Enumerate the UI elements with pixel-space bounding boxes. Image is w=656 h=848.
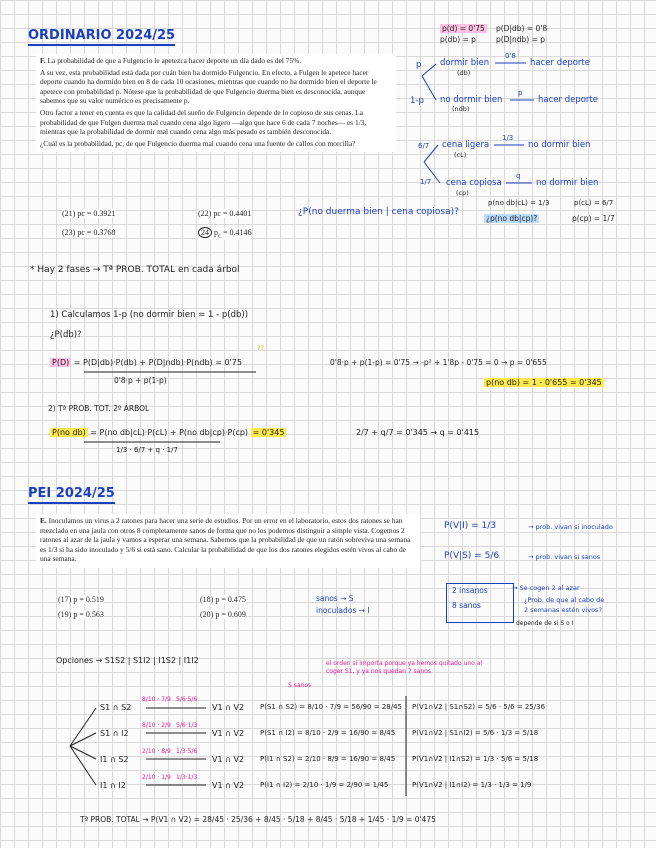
- row3-branch: 2/10 · 8/9: [142, 748, 171, 755]
- eq2-left: P(no db): [52, 428, 86, 437]
- pv-inoculado: P(V|I) = 1/3: [444, 521, 497, 531]
- tree1-b2-label: no dormir bien: [440, 95, 503, 105]
- pv-sano: P(V|S) = 5/6: [444, 551, 500, 561]
- pink-note: el orden sí importa porque ya hemos quitado uno al coger S1, y ya nos quedan 7 sanos: [326, 660, 483, 675]
- option-24-value: $p_c = 0.4146$: [214, 228, 252, 240]
- row1-cond: P(V1∩V2 | S1∩S2) = 5/6 · 5/6 = 25/36: [412, 703, 546, 711]
- section2-title: PEI 2024/25: [28, 486, 115, 504]
- eq1-left: P(D): [52, 358, 70, 367]
- problem-f-p4: ¿Cuál es la probabilidad, pc, de que Fulgencio duerma mal cuando cena una fuente de callos con morcilla?: [40, 138, 356, 148]
- problem-f-p3: Otro factor a tener en cuenta es que la calidad del sueño de Fulgencio depende de lo copioso de sus cenas. La probabilidad de que Fulgen duerma mal cuando cena algo ligero —algo que hace 6 de cada 7 noches— es 1/3, mientras que la probabilidad de dormir mal cuando cena algo más pesado es también desconocida.: [40, 107, 367, 137]
- row3-cond: P(V1∩V2 | I1∩S2) = 1/3 · 5/6 = 5/18: [412, 755, 539, 763]
- tree1-b1-label: dormir bien: [440, 58, 490, 68]
- row1-branch: 8/10 · 7/9: [142, 696, 171, 703]
- option-21: (21) pc = 0.3921: [62, 209, 116, 218]
- tree1-b1-arrow: 0'8: [505, 52, 516, 60]
- row2-cond: P(V1∩V2 | S1∩I2) = 5/6 · 1/3 = 5/18: [412, 729, 539, 737]
- tree2-c1-arrow: 1/3: [502, 134, 514, 142]
- side-pcp: p(cp) = 1/7: [572, 214, 615, 223]
- row2-branch: 8/10 · 2/9: [142, 722, 171, 729]
- tree2-branch-1: [424, 145, 438, 162]
- tree1-b2-out: hacer deporte: [538, 95, 598, 105]
- tree1-b1-out: hacer deporte: [530, 58, 590, 68]
- tree1-b2-sub: (ndb): [452, 105, 470, 113]
- tree2-c1-prob: 6/7: [418, 142, 430, 150]
- box-note-4: depende de si S o I: [516, 620, 574, 627]
- given-pdndb: p(D|ndb) = p: [496, 35, 546, 44]
- tree2-c2-label: cena copiosa: [446, 178, 502, 188]
- side-pnodbcl: p(no db|cL) = 1/3: [488, 199, 550, 207]
- pink-tag: S sanos: [288, 682, 312, 689]
- tree1-branch-1: [422, 64, 436, 76]
- row1-arrow: 5/6·5/6: [176, 696, 198, 703]
- tree1-branch-2: [422, 76, 436, 100]
- tree1-b1-sub: (db): [457, 69, 471, 77]
- step1-text: 1) Calculamos 1-p (no dormir bien = 1 - p(db)): [50, 310, 249, 320]
- row3-out: V1 ∩ V2: [212, 755, 245, 764]
- problem-f-label: F.: [40, 56, 46, 65]
- row4-arrow: 1/3·1/3: [176, 774, 198, 781]
- row4-out: V1 ∩ V2: [212, 781, 245, 790]
- eq1-right: = 0'75: [215, 358, 242, 367]
- eq1-sub: 0'8·p + p(1-p): [114, 376, 167, 385]
- row2-arrow: 5/6·1/3: [176, 722, 198, 729]
- option-19: (19) p = 0.563: [58, 610, 104, 619]
- given-pd: p(d) = 0'75: [442, 24, 485, 33]
- side-pcl: p(cL) = 6/7: [574, 199, 614, 207]
- problem-e-p1: Inoculamos un virus a 2 ratones para hacer una serie de estudios. Por un error en el laboratorio, estos dos ratones se han mezclado en una jaula con otros 8 completamente sanos de forma que no los podemos distinguir a simple vista. Cogemos 2 ratones al azar de la jaula y vamos a esperar una semana. Sabemos que la probabilidad de que un ratón sobreviva una semana es 1/3 si ha sido inoculado y 5/6 si está sano. Calcular la probabilidad de que los dos ratones elegidos estén vivos al cabo de una semana.: [40, 516, 411, 564]
- blue-question: ¿P(no duerma bien | cena copiosa)?: [298, 207, 459, 217]
- mice-insanos: 2 insanos: [452, 586, 488, 595]
- mice-branch-4: [70, 746, 96, 785]
- option-18: (18) p = 0.475: [200, 595, 246, 604]
- tree2-c2-arrow: q: [516, 172, 521, 180]
- tree1-b2-arrow: p: [518, 89, 523, 97]
- row3-arrow: 1/3·5/6: [176, 748, 198, 755]
- option-20: (20) p = 0.609: [200, 610, 246, 619]
- eq2-sub: 1/3 · 6/7 + q · 1/7: [116, 446, 178, 454]
- step1-question: ¿P(db)?: [50, 330, 82, 340]
- row1-out: V1 ∩ V2: [212, 703, 245, 712]
- given-pdb: p(db) = p: [440, 35, 476, 44]
- tree2-c1-out: no dormir bien: [528, 140, 591, 150]
- row4-prob: P(I1 ∩ I2) = 2/10 · 1/9 = 2/90 = 1/45: [260, 781, 389, 789]
- row4-cond: P(V1∩V2 | I1∩I2) = 1/3 · 1/3 = 1/9: [412, 781, 532, 789]
- row4-branch: 2/10 · 1/9: [142, 774, 171, 781]
- tree2-c2-out: no dormir bien: [536, 178, 599, 188]
- row2-out: V1 ∩ V2: [212, 729, 245, 738]
- row2-prob: P(S1 ∩ I2) = 8/10 · 2/9 = 16/90 = 8/45: [260, 729, 396, 737]
- problem-f-p2: A su vez, esta probabilidad está dada por cuán bien ha dormido Fulgencio. En efecto, a Fulgen le apetece hacer deporte cuando ha dormido bien en 8 de cada 10 ocasiones, mientras que cuando no ha dormido bien el deporte le apetece con probabilidad p. Nótese que la probabilidad de que Fulgencio duerma bien es desconocida, aunque sabemos que su valor numérico es precisamente p.: [40, 67, 377, 106]
- eq1-question-marks: ??: [257, 344, 264, 352]
- option-23: (23) pc = 0.3768: [62, 228, 116, 237]
- option-24-circle: 24: [198, 227, 212, 238]
- problem-e-label: E.: [40, 516, 47, 525]
- eq2-mid: = P(no db|cL)·P(cL) + P(no db|cp)·P(cp): [90, 428, 249, 437]
- option-17: (17) p = 0.519: [58, 595, 104, 604]
- row1-event: S1 ∩ S2: [100, 703, 132, 712]
- total-probability: Tª PROB. TOTAL → P(V1 ∩ V2) = 28/45 · 25/36 + 8/45 · 5/18 + 8/45 · 5/18 + 1/45 · 1/9 = 0'475: [80, 815, 436, 824]
- eq1-solve: 0'8·p + p(1-p) = 0'75 → -p² + 1'8p - 0'75 = 0 → p = 0'655: [330, 358, 547, 367]
- tree1-b1-prob: p: [416, 60, 422, 70]
- pv-sano-note: → prob. vivan si sanos: [528, 553, 601, 561]
- box-note-3: 2 semanas estén vivos?: [524, 606, 602, 614]
- tree1-b2-prob: 1-p: [410, 96, 424, 106]
- legend-inoculados: inoculados → I: [316, 606, 370, 615]
- tree2-c1-label: cena ligera: [442, 140, 490, 150]
- problem-f-p1: La probabilidad de que a Fulgencio le apetezca hacer deporte un día dado es del 75%.: [47, 56, 302, 65]
- side-pnodbcp: ¿p(no db|cp)?: [486, 214, 538, 223]
- eq2-solve: 2/7 + q/7 = 0'345 → q = 0'415: [356, 428, 480, 437]
- options-line: Opciones → S1S2 | S1I2 | I1S2 | I1I2: [56, 656, 199, 665]
- mice-sanos: 8 sanos: [452, 601, 481, 610]
- eq1-result: p(no db) = 1 - 0'655 = 0'345: [486, 378, 602, 387]
- mice-branch-1: [70, 708, 96, 746]
- step2-text: 2) Tª PROB. TOT. 2º ÁRBOL: [48, 404, 150, 413]
- tree2-c2-sub: (cp): [456, 189, 469, 197]
- eq2-right: = 0'345: [252, 428, 285, 437]
- tree2-branch-2: [424, 162, 440, 183]
- row3-prob: P(I1 ∩ S2) = 2/10 · 8/9 = 16/90 = 8/45: [260, 755, 396, 763]
- note-fases: * Hay 2 fases → Tª PROB. TOTAL en cada árbol: [30, 265, 240, 275]
- box-note-1: → Se cogen 2 al azar: [512, 584, 580, 592]
- row2-event: S1 ∩ I2: [100, 729, 129, 738]
- given-pddb: p(D|db) = 0'8: [496, 24, 548, 33]
- row3-event: I1 ∩ S2: [100, 755, 129, 764]
- box-note-2: ¿Prob. de que al cabo de: [524, 596, 605, 604]
- pv-inoculado-note: → prob. vivan si inoculado: [528, 523, 613, 531]
- option-22: (22) pc = 0.4401: [198, 209, 252, 218]
- row4-event: I1 ∩ I2: [100, 781, 126, 790]
- legend-sanos: sanos → S: [316, 594, 354, 603]
- tree2-c1-sub: (cL): [454, 151, 467, 159]
- eq1-mid: = P(D|db)·P(db) + P(D|ndb)·P(ndb): [73, 358, 213, 367]
- tree2-c2-prob: 1/7: [420, 178, 432, 186]
- section1-title: ORDINARIO 2024/25: [28, 28, 175, 46]
- row1-prob: P(S1 ∩ S2) = 8/10 · 7/9 = 56/90 = 28/45: [260, 703, 403, 711]
